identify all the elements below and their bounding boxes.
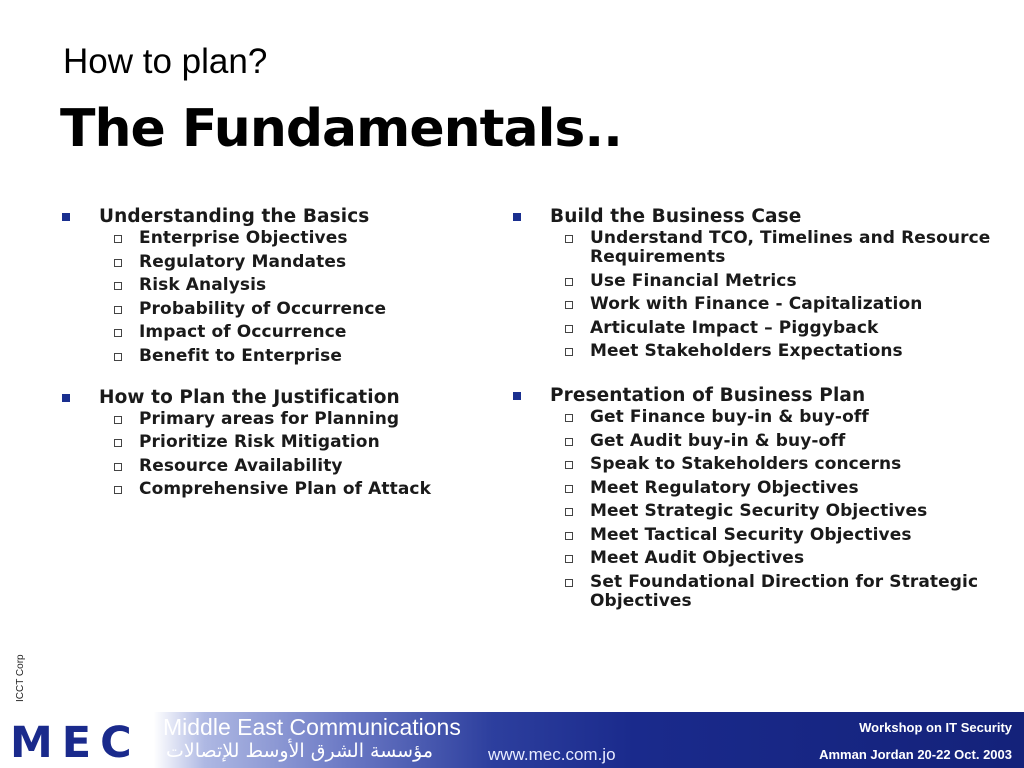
- sub-list: [513, 408, 993, 611]
- list-item: [114, 480, 482, 499]
- list-item-text: Speak to Stakeholders concerns: [590, 454, 902, 474]
- hollow-square-bullet-icon: [565, 348, 573, 356]
- list-item-text: Prioritize Risk Mitigation: [139, 432, 380, 452]
- list-item: [114, 410, 482, 429]
- sub-list: [62, 229, 482, 366]
- vertical-credit: ICCT Corp: [15, 654, 26, 702]
- hollow-square-bullet-icon: [565, 532, 573, 540]
- list-item-text: Understand TCO, Timelines and Resource Requirements: [590, 228, 991, 267]
- section-business-case: [513, 205, 993, 361]
- footer-banner: [0, 712, 1024, 768]
- hollow-square-bullet-icon: [565, 508, 573, 516]
- slide-heading: The Fundamentals..: [60, 99, 622, 159]
- list-item-text: Comprehensive Plan of Attack: [139, 479, 431, 499]
- hollow-square-bullet-icon: [565, 301, 573, 309]
- left-column: [62, 205, 482, 504]
- list-item: [565, 573, 993, 611]
- section-heading: [513, 205, 993, 229]
- section-heading-text: Understanding the Basics: [99, 206, 370, 227]
- square-bullet-icon: [62, 394, 70, 402]
- list-item: [565, 319, 993, 338]
- hollow-square-bullet-icon: [114, 353, 122, 361]
- list-item: [114, 300, 482, 319]
- list-item: [565, 272, 993, 291]
- hollow-square-bullet-icon: [565, 235, 573, 243]
- hollow-square-bullet-icon: [114, 416, 122, 424]
- hollow-square-bullet-icon: [565, 438, 573, 446]
- hollow-square-bullet-icon: [565, 414, 573, 422]
- list-item: [114, 457, 482, 476]
- list-item-text: Get Finance buy-in & buy-off: [590, 407, 869, 427]
- list-item-text: Benefit to Enterprise: [139, 345, 342, 366]
- sub-list: [513, 229, 993, 361]
- list-item: [114, 433, 482, 452]
- hollow-square-bullet-icon: [114, 306, 122, 314]
- list-item: [565, 526, 993, 545]
- section-presentation-business-plan: [513, 384, 993, 611]
- right-column: [513, 205, 993, 615]
- company-name-english: Middle East Communications: [163, 714, 461, 740]
- mec-logo: MEC: [10, 718, 141, 768]
- list-item: [565, 455, 993, 474]
- hollow-square-bullet-icon: [114, 486, 122, 494]
- section-heading-text: How to Plan the Justification: [99, 386, 400, 408]
- section-heading: [62, 386, 482, 410]
- list-item: [114, 347, 482, 366]
- section-understanding-basics: [62, 205, 482, 366]
- list-item-text: Meet Audit Objectives: [590, 548, 805, 568]
- section-heading: [62, 205, 482, 229]
- list-item: [565, 229, 993, 267]
- list-item-text: Impact of Occurrence: [139, 322, 347, 342]
- sub-list: [62, 410, 482, 500]
- list-item-text: Resource Availability: [139, 455, 343, 476]
- list-item: [565, 549, 993, 568]
- list-item: [565, 432, 993, 451]
- section-heading-text: Presentation of Business Plan: [550, 385, 866, 406]
- list-item: [114, 276, 482, 295]
- list-item-text: Primary areas for Planning: [139, 408, 400, 429]
- square-bullet-icon: [62, 213, 70, 221]
- list-item-text: Articulate Impact – Piggyback: [590, 317, 879, 338]
- list-item-text: Set Foundational Direction for Strategic Objectives: [590, 571, 979, 611]
- hollow-square-bullet-icon: [114, 329, 122, 337]
- slide-title: How to plan?: [63, 42, 268, 81]
- list-item-text: Enterprise Objectives: [139, 228, 348, 248]
- list-item: [114, 323, 482, 342]
- hollow-square-bullet-icon: [114, 439, 122, 447]
- hollow-square-bullet-icon: [114, 282, 122, 290]
- list-item-text: Work with Finance - Capitalization: [590, 294, 923, 314]
- hollow-square-bullet-icon: [565, 555, 573, 563]
- hollow-square-bullet-icon: [565, 461, 573, 469]
- hollow-square-bullet-icon: [114, 463, 122, 471]
- list-item-text: Meet Strategic Security Objectives: [590, 501, 928, 521]
- list-item-text: Get Audit buy-in & buy-off: [590, 430, 846, 451]
- list-item-text: Regulatory Mandates: [139, 251, 347, 272]
- hollow-square-bullet-icon: [565, 485, 573, 493]
- list-item-text: Meet Tactical Security Objectives: [590, 524, 912, 545]
- list-item-text: Risk Analysis: [139, 275, 267, 295]
- list-item: [565, 408, 993, 427]
- list-item: [565, 342, 993, 361]
- hollow-square-bullet-icon: [565, 278, 573, 286]
- list-item-text: Probability of Occurrence: [139, 298, 387, 319]
- hollow-square-bullet-icon: [114, 259, 122, 267]
- hollow-square-bullet-icon: [565, 579, 573, 587]
- section-heading-text: Build the Business Case: [550, 206, 802, 227]
- website-link[interactable]: www.mec.com.jo: [488, 745, 616, 764]
- list-item-text: Use Financial Metrics: [590, 270, 797, 291]
- section-heading: [513, 384, 993, 408]
- hollow-square-bullet-icon: [114, 235, 122, 243]
- list-item-text: Meet Regulatory Objectives: [590, 477, 859, 498]
- event-location-date: Amman Jordan 20-22 Oct. 2003: [819, 747, 1012, 762]
- list-item-text: Meet Stakeholders Expectations: [590, 341, 903, 361]
- hollow-square-bullet-icon: [565, 325, 573, 333]
- list-item: [565, 295, 993, 314]
- list-item: [114, 229, 482, 248]
- square-bullet-icon: [513, 392, 521, 400]
- section-plan-justification: [62, 386, 482, 500]
- square-bullet-icon: [513, 213, 521, 221]
- list-item: [565, 479, 993, 498]
- event-title: Workshop on IT Security: [859, 720, 1012, 735]
- company-name-arabic: مؤسسة الشرق الأوسط للإتصالات: [166, 740, 434, 762]
- list-item: [565, 502, 993, 521]
- list-item: [114, 253, 482, 272]
